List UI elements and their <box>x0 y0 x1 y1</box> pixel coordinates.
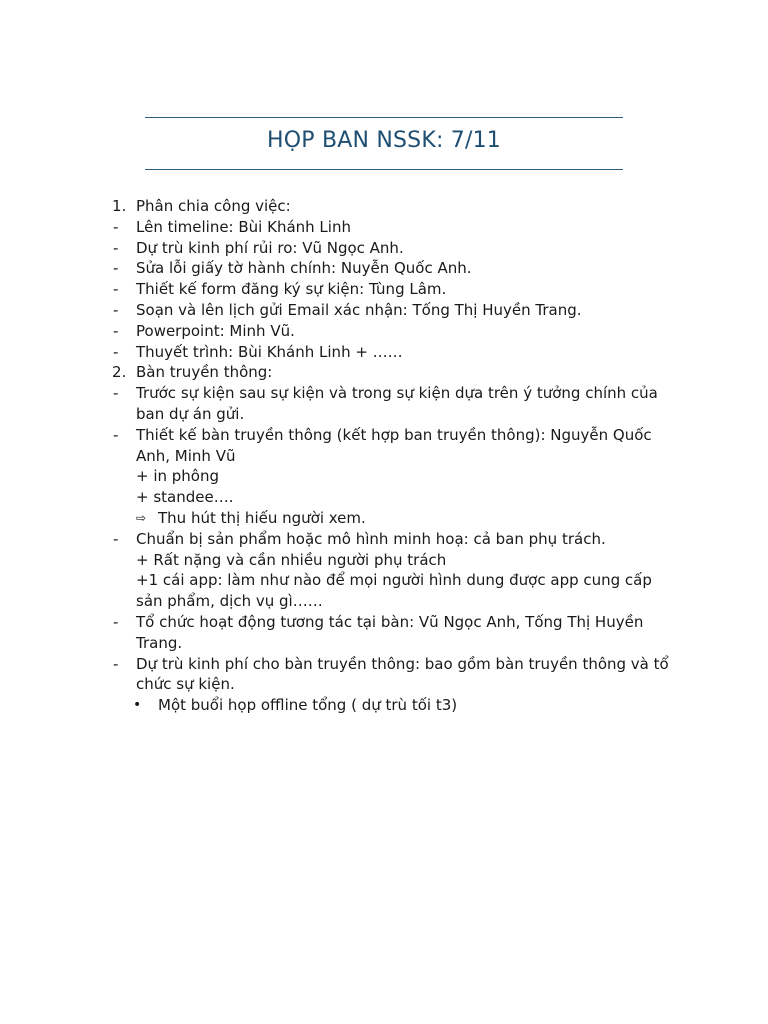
list-text: chức sự kiện. <box>136 675 235 694</box>
list-text: ban dự án gửi. <box>136 404 245 423</box>
title-top-rule <box>145 117 623 118</box>
title-block <box>145 116 623 171</box>
list-text: Powerpoint: Minh Vũ. <box>136 321 295 340</box>
list-text: Lên timeline: Bùi Khánh Linh <box>136 217 351 236</box>
list-text: Bàn truyền thông: <box>136 363 273 382</box>
list-item <box>0 425 768 446</box>
list-text: Phân chia công việc: <box>136 197 291 215</box>
list-item <box>0 258 768 279</box>
list-text: Dự trù kinh phí rủi ro: Vũ Ngọc Anh. <box>136 238 404 257</box>
list-text: Soạn và lên lịch gửi Email xác nhận: Tống Thị Huyền Trang. <box>136 300 582 319</box>
list-text: Trước sự kiện sau sự kiện và trong sự kiện dựa trên ý tưởng chính của <box>136 384 658 403</box>
dash-marker: - <box>113 529 119 548</box>
list-text: Thuyết trình: Bùi Khánh Linh + …… <box>136 342 403 361</box>
list-text: Tổ chức hoạt động tương tác tại bàn: Vũ Ngọc Anh, Tống Thị Huyền <box>136 612 644 631</box>
dash-marker: - <box>113 654 119 673</box>
list-text: Thiết kế bàn truyền thông (kết hợp ban truyền thông): Nguyễn Quốc <box>136 425 652 444</box>
list-item <box>0 529 768 550</box>
list-item <box>0 321 768 342</box>
list-text: sản phẩm, dịch vụ gì…… <box>136 592 323 611</box>
dash-marker: - <box>113 321 119 340</box>
list-text: Thu hút thị hiếu người xem. <box>158 508 366 527</box>
list-text: Sửa lỗi giấy tờ hành chính: Nuyễn Quốc Anh. <box>136 259 472 278</box>
list-item <box>0 238 768 259</box>
list-continuation <box>0 633 768 654</box>
dash-marker: - <box>113 280 119 299</box>
list-text: +1 cái app: làm như nào để mọi người hình dung được app cung cấp <box>136 571 652 590</box>
list-continuation <box>0 570 768 591</box>
dash-marker: - <box>113 238 119 257</box>
list-text: Một buổi họp offline tổng ( dự trù tối t3) <box>158 696 458 715</box>
page-title: HỌP BAN NSSK: 7/11 <box>267 128 501 153</box>
list-text: Anh, Minh Vũ <box>136 446 236 465</box>
dash-marker: - <box>113 342 119 361</box>
list-item <box>0 300 768 321</box>
dash-marker: - <box>113 612 119 631</box>
list-number: 2. <box>112 363 127 382</box>
dash-marker: - <box>113 384 119 403</box>
list-continuation <box>0 404 768 425</box>
title-bottom-rule <box>145 169 623 170</box>
list-continuation <box>0 550 768 571</box>
list-text: Chuẩn bị sản phẩm hoặc mô hình minh hoạ: cả ban phụ trách. <box>136 529 606 548</box>
list-text: Thiết kế form đăng ký sự kiện: Tùng Lâm. <box>136 280 447 299</box>
arrow-right-icon: ⇨ <box>136 510 147 525</box>
list-item <box>0 695 768 716</box>
list-text: + standee…. <box>136 488 234 507</box>
list-continuation <box>0 487 768 508</box>
dash-marker: - <box>113 259 119 278</box>
list-item <box>0 383 768 404</box>
dash-marker: - <box>113 217 119 236</box>
list-text: + Rất nặng và cần nhiều người phụ trách <box>136 550 447 569</box>
list-continuation <box>0 446 768 467</box>
list-item <box>0 279 768 300</box>
list-number: 1. <box>112 197 127 215</box>
list-continuation <box>0 674 768 695</box>
list-item <box>0 362 768 383</box>
list-item <box>0 196 768 217</box>
dash-marker: - <box>113 300 119 319</box>
list-item <box>0 508 768 529</box>
list-continuation <box>0 466 768 487</box>
document-body <box>0 196 768 716</box>
list-item <box>0 654 768 675</box>
list-text: Dự trù kinh phí cho bàn truyền thông: bao gồm bàn truyền thông và tổ <box>136 654 669 673</box>
list-item <box>0 612 768 633</box>
list-item <box>0 217 768 238</box>
list-text: Trang. <box>136 633 183 652</box>
dash-marker: - <box>113 425 119 444</box>
list-continuation <box>0 591 768 612</box>
list-text: + in phông <box>136 467 220 486</box>
list-item <box>0 342 768 363</box>
bullet-icon: • <box>133 697 142 714</box>
